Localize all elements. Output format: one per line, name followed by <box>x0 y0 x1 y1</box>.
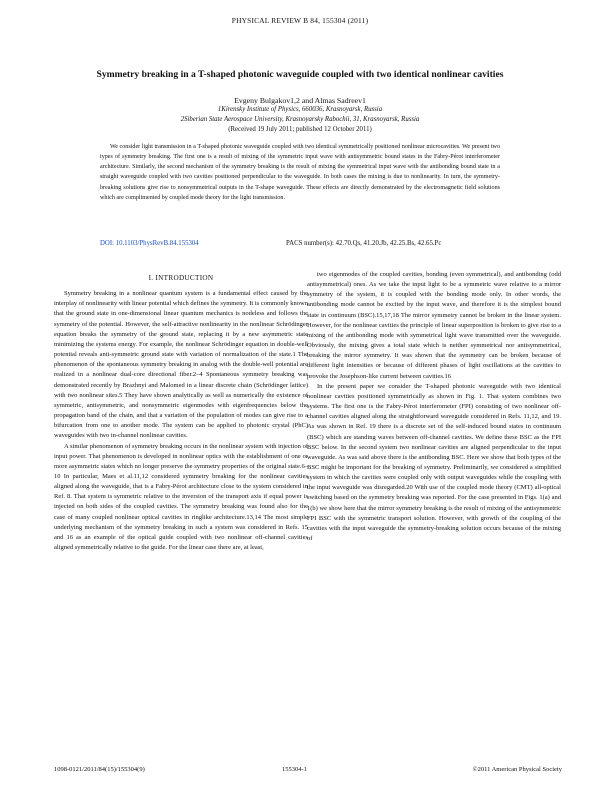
journal-header: PHYSICAL REVIEW B 84, 155304 (2011) <box>231 16 369 25</box>
left-paragraph-2: A similar phenomenon of symmetry breaking occurs in the nonlinear system with injection of input power. That phenomenon is developed in nonlinear optics with the establishment of one or more asymmetric states which no longer preserve the symmetry properties of the original state.6–10 In particular, Maes et al.11,12 considered symmetry breaking for the nonlinear cavities aligned along the waveguide, that is a Fabry-Pérot architecture close to the system considered in Ref. 8. That system is symmetric relative to the inversion of the transport axis if equal power is injected on both sides of the coupled cavities. The symmetry breaking was found also for the case of many coupled nonlinear optical cavities in ringlike architecture.13,14 The most simple underlying mechanism of the symmetry breaking in such a system was considered in Refs. 15 and 16 as an example of the optical guide coupled with two nonlinear off-channel cavities aligned symmetrically relative to the guide. For the linear case there are, at least, <box>54 442 308 552</box>
doi-pacs-line <box>100 240 500 247</box>
right-paragraph-2: In the present paper we consider the T-shaped photonic waveguide with two identical nonlinear cavities positioned symmetrically as shown in Fig. 1. That system combines two systems. The first one is the Fabry-Pérot interferometer (FPI) consisting of two nonlinear off-channel cavities aligned along the straightforward waveguide considered in Refs. 11,12, and 19. As was shown in Ref. 19 there is a discrete set of the self-induced bound states in continuum (BSC) which are standing waves between off-channel cavities. We define these BSC as the FPI BSC below. In the second system two nonlinear cavities are aligned perpendicular to the input waveguide. As was said above there is the antibonding BSC. Here we show that both types of the BSC might be important for the breaking of symmetry. Preliminarily, we considered a simplified system in which the cavities were coupled only with output waveguides while the coupling with the input waveguide was disregarded.20 With use of the coupled mode theory (CMT) all-optical switching based on the symmetry breaking was reported. For the case presented in Figs. 1(a) and 1(b) we show here that the mirror symmetry breaking is the result of mixing of the antisymmetric FPI BSC with the symmetric transport solution. However, with growth of the coupling of the cavities with the input waveguide the symmetry-breaking solution occurs because of the mixing of <box>307 382 561 543</box>
received-dates: (Received 19 July 2011; published 12 October 2011) <box>228 126 372 133</box>
footer-code: 1098-0121/2011/84(15)/155304(9) <box>54 766 145 773</box>
affiliation-1: 1Kirensky Institute of Physics, 660036, Krasnoyarsk, Russia <box>217 106 383 113</box>
pacs-numbers: PACS number(s): 42.70.Qs, 41.20.Jb, 42.25.Bs, 42.65.Pc <box>286 240 442 247</box>
left-paragraph-1: Symmetry breaking in a nonlinear quantum system is a fundamental effect caused by the interplay of nonlinearity with linear potential which defines the symmetry. It is commonly known that the ground state in one-dimensional linear quantum mechanics is nodeless and follows the symmetry of the potential. However, the self-attractive nonlinearity in the nonlinear Schrödinger equation breaks the symmetry of the ground state, replacing it by a new asymmetric state minimizing the systems energy. For example, the nonlinear Schrödinger equation in double-well potential reveals anti-symmetric ground state with variation of normalization of the state.1 The phenomenon of the spontaneous symmetry breaking in analog with the double-well potential are realized in a nonlinear dual-core directional fiber.2–4 Spontaneous symmetry breaking was demonstrated recently by Brazhnyi and Malomed in a linear discrete chain (Schrödinger lattice) with two nonlinear sites.5 They have shown analytically as well as numerically the existence of symmetric, antisymmetric, and nonsymmetric eigenmodes with eigenfrequencies below the propagation band of the chain, and that a variation of the population of modes can give rise to a bifurcation from one to another mode. The system can be applied to photonic crystal (PhC) waveguides with two in-channel nonlinear cavities. <box>54 290 308 440</box>
abstract-text: We consider light transmission in a T-shaped photonic waveguide coupled with two identical symmetrically positioned nonlinear microcavities. We present two types of symmetry breaking. The first one is a result of mixing of the symmetric input wave with antisymmetric bound states in the Fabry-Pérot interferometer architecture. Similarly, the second mechanism of the symmetry breaking is the result of mixing the symmetrical input wave with the antibonding bound state in a straight waveguide coupled with two cavities positioned perpendicular to the waveguide. In both cases the mixing is due to nonlinearity. In turn, the symmetry-breaking solutions give rise to nonsymmetrical outputs in the T-shape waveguide. These effects are directly demonstrated by the electromagnetic field solutions which are complimented by coupled mode theory for the light transmission. <box>100 144 500 201</box>
author-list: Evgeny Bulgakov1,2 and Almas Sadreev1 <box>234 96 366 105</box>
right-column <box>307 270 561 544</box>
right-paragraph-1: two eigenmodes of the coupled cavities, bonding (even symmetrical), and antibonding (odd antisymmetrical) ones. As we take the input light to be a symmetric wave relative to a mirror symmetry of the system, it is coupled with the bonding mode only. In other words, the antibonding mode cannot be excited by the input wave, and therefore it is the simplest bound state in continuum (BSC).15,17,18 The mirror symmetry cannot be broken in the linear system. However, for the nonlinear cavities the principle of linear superposition is broken to give rise to a mixing of the antibonding mode with symmetrical light wave transmitted over the waveguide. Obviously, the mixing gives a total state which is neither symmetrical nor antisymmetrical, breaking the mirror symmetry. It was shown that the symmetry can be broken because of different light intensities or because of different phases of light oscillations at the cavities to provoke the Josephson-like current between cavities.16 <box>307 271 561 380</box>
affiliation-2: 2Siberian State Aerospace University, Krasnoyarsky Rabochii, 31, Krasnoyarsk, Russia <box>180 116 420 123</box>
left-column <box>54 270 308 553</box>
copyright: ©2011 American Physical Society <box>472 766 562 773</box>
paper-title: Symmetry breaking in a T-shaped photonic waveguide coupled with two identical nonlinear cavities <box>96 69 504 80</box>
doi-link[interactable]: DOI: 10.1103/PhysRevB.84.155304 <box>100 240 199 247</box>
section-heading: I. INTRODUCTION <box>148 274 214 282</box>
abstract <box>100 142 500 203</box>
page-number: 155304-1 <box>282 766 307 773</box>
